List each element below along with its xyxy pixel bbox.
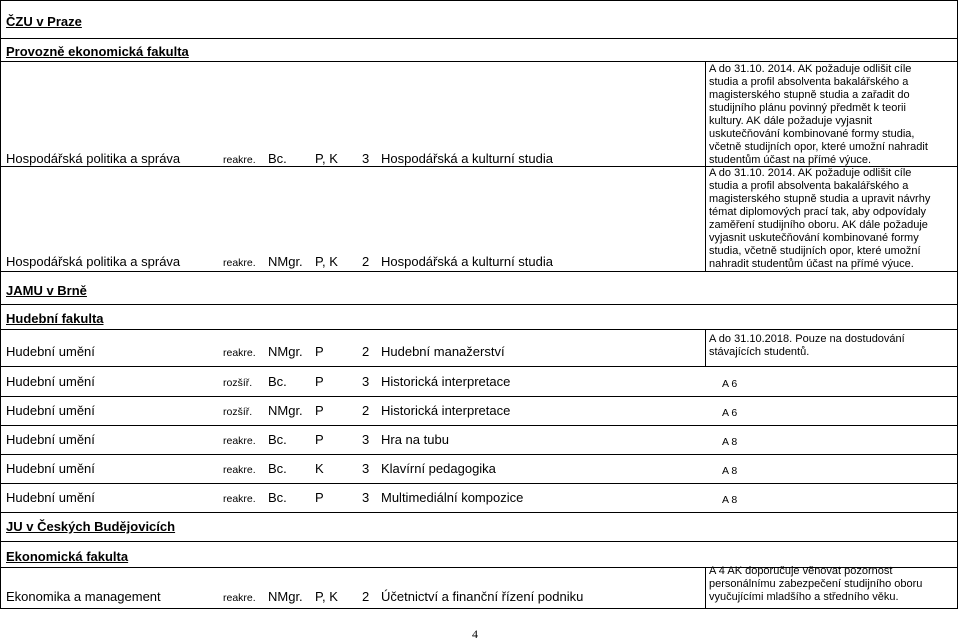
- degree-cell: Bc.: [268, 461, 287, 476]
- university-heading: JU v Českých Budějovicích: [6, 519, 176, 534]
- program-cell: Hudební umění: [6, 461, 95, 476]
- university-heading: ČZU v Praze: [6, 14, 82, 29]
- degree-cell: Bc.: [268, 432, 287, 447]
- type-cell: reakre.: [223, 347, 256, 359]
- years-cell: 3: [362, 151, 370, 166]
- type-cell: reakre.: [223, 257, 256, 269]
- note-cell: A do 31.10. 2014. AK požaduje odlišit cíle studia a profil absolventa bakalářského a magisterského stupně studia a zařadit do studijního plánu povinný předmět k teorii kultury. AK dále požaduje vyjasnit uskutečňování kombinované formy studia, včetně studijních opor, které umožní nahradit studentům účast na přímé výuce.: [709, 63, 928, 166]
- type-cell: reakre.: [223, 592, 256, 604]
- field-cell: Hra na tubu: [381, 432, 449, 447]
- field-cell: Hudební manažerství: [381, 344, 505, 359]
- grade-cell: A 8: [722, 494, 738, 506]
- program-cell: Hudební umění: [6, 374, 95, 389]
- form-cell: P: [315, 490, 324, 505]
- type-cell: rozšíř.: [223, 406, 253, 418]
- university-heading: JAMU v Brně: [6, 283, 87, 298]
- form-cell: P, K: [315, 151, 338, 166]
- type-cell: reakre.: [223, 435, 256, 447]
- form-cell: P, K: [315, 589, 338, 604]
- program-cell: Hudební umění: [6, 344, 95, 359]
- grade-cell: A 8: [722, 436, 738, 448]
- years-cell: 2: [362, 344, 370, 359]
- faculty-heading: Ekonomická fakulta: [6, 549, 129, 564]
- note-cell: A 4 AK doporučuje věnovat pozornost personálnímu zabezpečení studijního oboru vyučujícími mladšího a středního věku.: [709, 565, 923, 603]
- years-cell: 3: [362, 432, 370, 447]
- field-cell: Historická interpretace: [381, 374, 511, 389]
- degree-cell: NMgr.: [268, 403, 303, 418]
- form-cell: P: [315, 403, 324, 418]
- years-cell: 3: [362, 374, 370, 389]
- degree-cell: Bc.: [268, 490, 287, 505]
- field-cell: Hospodářská a kulturní studia: [381, 151, 553, 166]
- program-cell: Hudební umění: [6, 490, 95, 505]
- form-cell: K: [315, 461, 324, 476]
- faculty-heading: Hudební fakulta: [6, 311, 104, 326]
- program-cell: Hudební umění: [6, 403, 95, 418]
- type-cell: reakre.: [223, 154, 256, 166]
- type-cell: reakre.: [223, 493, 256, 505]
- program-cell: Hospodářská politika a správa: [6, 254, 181, 269]
- note-cell: A do 31.10. 2014. AK požaduje odlišit cíle studia a profil absolventa bakalářského a magisterského stupně studia a upravit návrhy témat diplomových prací tak, aby odpovídaly zaměření studijního oboru. AK dále požaduje vyjasnit uskutečňování kombinované formy studia, včetně studijních opor, které umožní nahradit studentům účast na přímé výuce.: [709, 167, 931, 270]
- field-cell: Historická interpretace: [381, 403, 511, 418]
- years-cell: 2: [362, 403, 370, 418]
- field-cell: Hospodářská a kulturní studia: [381, 254, 553, 269]
- degree-cell: NMgr.: [268, 344, 303, 359]
- grade-cell: A 8: [722, 465, 738, 477]
- form-cell: P: [315, 344, 324, 359]
- program-cell: Hudební umění: [6, 432, 95, 447]
- program-cell: Ekonomika a management: [6, 589, 161, 604]
- grade-cell: A 6: [722, 378, 738, 390]
- degree-cell: Bc.: [268, 374, 287, 389]
- field-cell: Účetnictví a finanční řízení podniku: [381, 589, 584, 604]
- form-cell: P, K: [315, 254, 338, 269]
- form-cell: P: [315, 432, 324, 447]
- field-cell: Klavírní pedagogika: [381, 461, 496, 476]
- field-cell: Multimediální kompozice: [381, 490, 524, 505]
- page-number: 4: [472, 627, 478, 641]
- grade-cell: A 6: [722, 407, 738, 419]
- note-cell: A do 31.10.2018. Pouze na dostudování stávajících studentů.: [709, 333, 905, 358]
- type-cell: reakre.: [223, 464, 256, 476]
- years-cell: 3: [362, 461, 370, 476]
- type-cell: rozšíř.: [223, 377, 253, 389]
- degree-cell: NMgr.: [268, 589, 303, 604]
- years-cell: 2: [362, 589, 370, 604]
- years-cell: 2: [362, 254, 370, 269]
- form-cell: P: [315, 374, 324, 389]
- program-cell: Hospodářská politika a správa: [6, 151, 181, 166]
- faculty-heading: Provozně ekonomická fakulta: [6, 44, 189, 59]
- degree-cell: NMgr.: [268, 254, 303, 269]
- degree-cell: Bc.: [268, 151, 287, 166]
- years-cell: 3: [362, 490, 370, 505]
